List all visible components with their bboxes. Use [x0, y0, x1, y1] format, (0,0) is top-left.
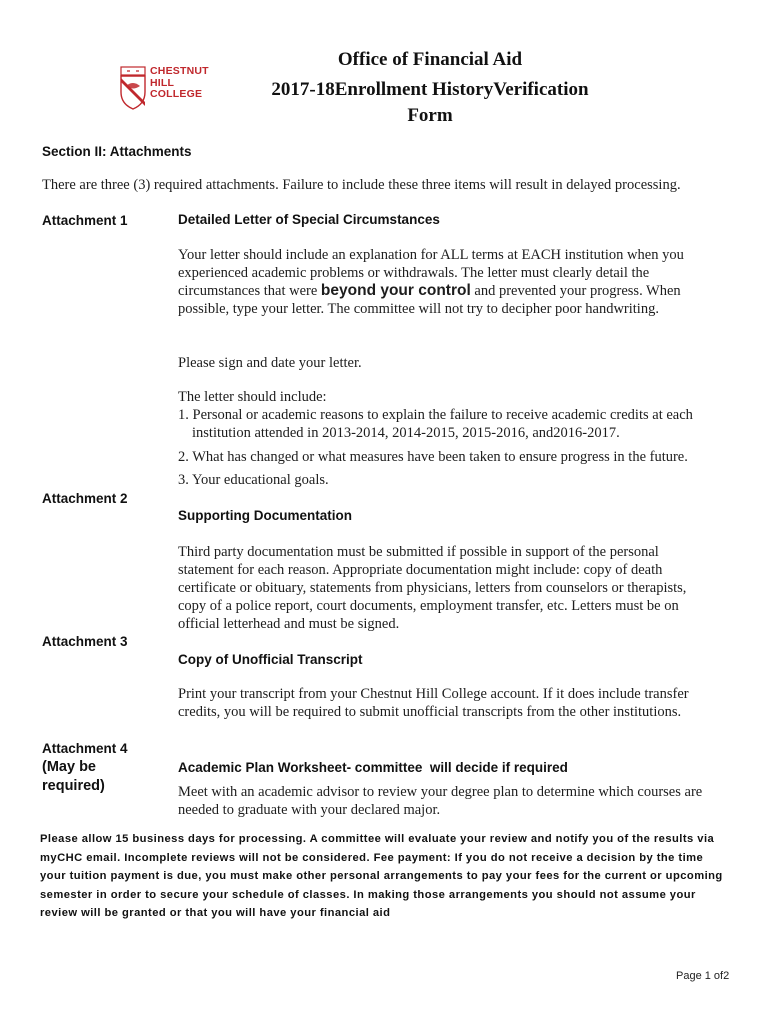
attachment-1-list-item-1: 1. Personal or academic reasons to explain the failure to receive academic credits at each — [178, 407, 693, 423]
attachment-1-text-part2: and prevented your progress. When possible, type your letter. The committee will not try to decipher poor handwriting. — [178, 283, 681, 317]
attachment-3-body: Print your transcript from your Chestnut Hill College account. If it does include transfer credits, you will be required to submit unofficial transcripts from the other institutions. — [178, 686, 689, 720]
wordmark-line-3: COLLEGE — [150, 88, 203, 100]
attachment-4-body: Meet with an academic advisor to review your degree plan to determine which courses are needed to graduate with your declared major. — [178, 784, 703, 818]
page-number: Page 1 of2 — [676, 970, 730, 982]
attachment-1-list-item-1-cont: institution attended in 2013-2014, 2014-2015, 2015-2016, and2016-2017. — [192, 425, 620, 441]
section-heading: Section II: Attachments — [42, 144, 192, 159]
attachment-1-paragraph — [178, 246, 718, 318]
attachment-1-text-part1: Your letter should include an explanation for ALL terms at EACH institution when you experienced academic problems or withdrawals. The letter must clearly detail the circumstances that were — [178, 247, 684, 299]
processing-notice: Please allow 15 business days for processing. A committee will evaluate your review and notify you of the results via myCHC email. Incomplete reviews will not be considered. Fee payment: If you do not receive a decision by the time your tuition payment is due, you must make other personal arrangements to pay your fees for the current or upcoming semester in order to secure your schedule of classes. In making those arrangements you should not assume your review will be granted or that you will have your financial aid — [40, 833, 723, 920]
attachment-1-label: Attachment 1 — [42, 213, 128, 228]
college-crest-icon — [118, 66, 148, 110]
attachment-4-label-line-3: required) — [42, 778, 105, 794]
wordmark-line-1: CHESTNUT — [150, 65, 209, 77]
page-title-line-2: 2017-18Enrollment HistoryVerification — [271, 79, 589, 100]
attachment-1-emphasis: beyond your control — [320, 282, 471, 299]
attachment-1-title: Detailed Letter of Special Circumstances — [178, 212, 440, 227]
page-title-line-3: Form — [407, 105, 453, 126]
attachment-1-sign-note: Please sign and date your letter. — [178, 355, 362, 371]
attachment-4-label-line-1: Attachment 4 — [42, 741, 128, 756]
attachment-2-title: Supporting Documentation — [178, 508, 352, 523]
attachment-2-body: Third party documentation must be submitted if possible in support of the personal statement for each reason. Appropriate documentation might include: copy of death certificate or obituary, statements from physicians, letters from counselors or therapists, copy of a police report, court documents, employment transfer, etc. Letters must be on official letterhead and must be signed. — [178, 544, 687, 632]
attachment-2-label: Attachment 2 — [42, 491, 128, 506]
attachment-1-list-item-3: 3. Your educational goals. — [178, 472, 329, 488]
attachment-1-list-intro: The letter should include: — [178, 389, 327, 405]
attachment-3-label: Attachment 3 — [42, 634, 128, 649]
attachment-4-label — [42, 739, 128, 796]
attachment-3-title: Copy of Unofficial Transcript — [178, 652, 363, 667]
page-title-line-1: Office of Financial Aid — [337, 49, 523, 70]
attachment-4-title: Academic Plan Worksheet- committee will decide if required — [178, 760, 568, 775]
section-intro: There are three (3) required attachments. Failure to include these three items will result in delayed processing. — [42, 177, 681, 193]
wordmark-line-2: HILL — [150, 76, 175, 89]
attachment-1-list-item-2: 2. What has changed or what measures have been taken to ensure progress in the future. — [178, 449, 688, 465]
attachment-4-label-line-2: (May be — [42, 759, 96, 775]
